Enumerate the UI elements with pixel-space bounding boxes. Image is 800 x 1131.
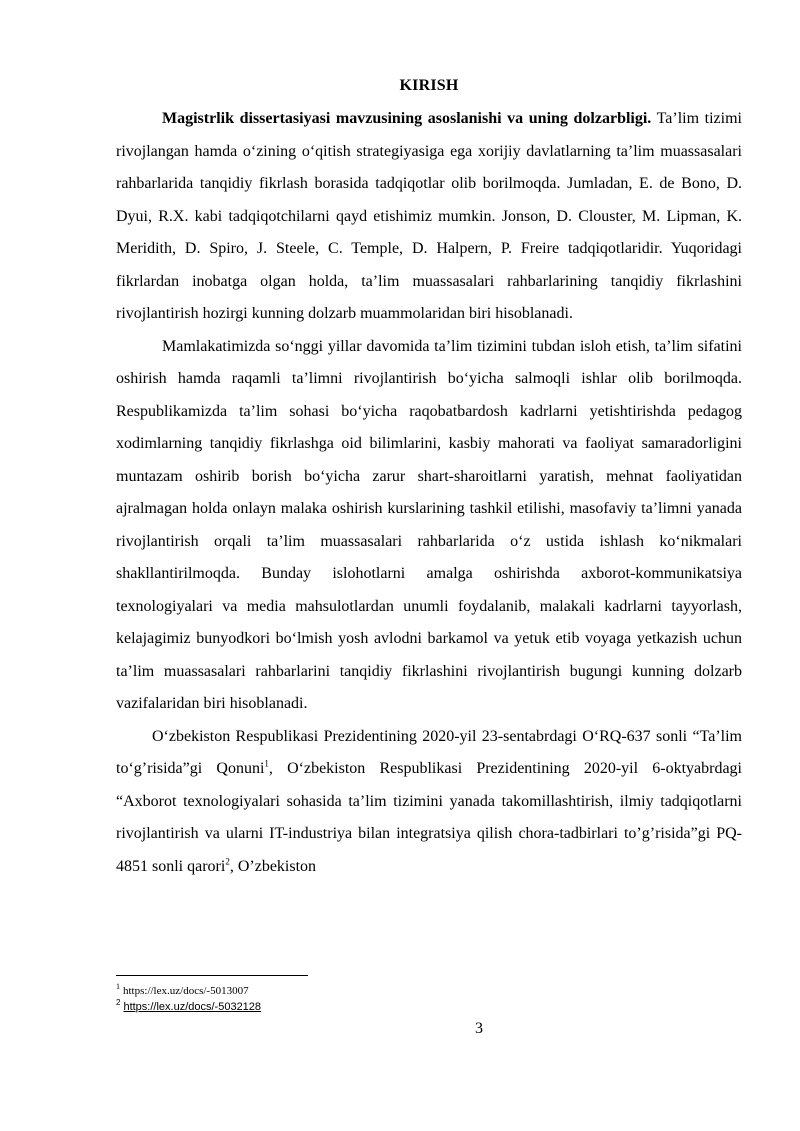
paragraph-relevance-text: Ta’lim tizimi rivojlangan hamda o‘zining o‘qitish strategiyasiga ega xorijiy davlatlarning ta’lim muassasalari rahbarlarida tanqidiy fikrlash borasida tadqiqotlar olib borilmoqda. Jumladan, E. de Bono, D. Dyui, R.X. kabi tadqiqotchilarni qayd etishimiz mumkin. Jonson, D. Clouster, M. Lipman, K. Meridith, D. Spiro, J. Steele, C. Temple, D. Halpern, P. Freire tadqiqotlaridir. Yuqoridagi fikrlardan inobatga olgan holda, ta’lim muassasalari rahbarlarining tanqidiy fikrlashini rivojlantirish hozirgi kunning dolzarb muammolaridan biri hisoblanadi. — [116, 110, 742, 322]
page-number: 3 — [475, 1020, 483, 1037]
footnote-number: 2 — [116, 998, 121, 1008]
legislation-text-b: , O‘zbekiston Respublikasi Prezidentining 2020-yil 6-oktyabrdagi “Axborot texnologiyalari sohasida ta’lim tizimini yanada takomillashtirish, ilmiy tadqiqotlarni rivojlantirish va ularni IT-industriya bilan integratsiya qilish chora-tadbirlari to’g’risida”gi PQ-4851 sonli qarori — [116, 760, 742, 875]
legislation-text-a: O‘zbekiston Respublikasi Prezidentining 2020-yil 23-sentabrdagi O‘RQ-637 sonli “Ta’lim to‘g’risida”gi Qonuni — [116, 727, 742, 777]
footnote-separator — [116, 975, 308, 976]
footnote-link-1[interactable]: https://lex.uz/docs/-5013007 — [123, 985, 249, 997]
paragraph-reforms: Mamlakatimizda so‘nggi yillar davomida ta’lim tizimini tubdan isloh etish, ta’lim sifatini oshirish hamda raqamli ta’limni rivojlantirish bo‘yicha salmoqli ishlar olib borilmoqda. Respublikamizda ta’lim sohasi bo‘yicha raqobatbardosh kadrlarni yetishtirishda pedagog xodimlarning tanqidiy fikrlashga oid bilimlarini, kasbiy mahorati va faoliyat samaradorligini muntazam oshirib borish bo‘yicha zarur shart-sharoitlarni yaratish, mehnat faoliyatidan ajralmagan holda onlayn malaka oshirish kurslarining tashkil etilishi, masofaviy ta’limni yanada rivojlantirish orqali ta’lim muassasalari rahbarlarida o‘z ustida ishlash ko‘nikmalari shakllantirilmoqda. Bunday islohotlarni amalga oshirishda axborot-kommunikatsiya texnologiyalari va media mahsulotlardan unumli foydalanib, malakali kadrlarni tayyorlash, kelajagimiz bunyodkori bo‘lmish yosh avlodni barkamol va yetuk etib voyaga yetkazish uchun ta’lim muassasalari rahbarlarini tanqidiy fikrlashini rivojlantirish bugungi kunning dolzarb vazifalaridan biri hisoblanadi. — [116, 337, 742, 712]
footnote-ref-1[interactable]: 1 — [264, 758, 269, 769]
paragraph-legislation — [116, 721, 742, 884]
paragraph-relevance — [116, 103, 742, 331]
page-body — [116, 76, 742, 883]
legislation-text-c: , O’zbekiston — [229, 857, 317, 875]
paragraph-subtitle: Magistrlik dissertasiyasi mavzusining asoslanishi va uning dolzarbligi. — [162, 110, 652, 127]
footnote-link-2[interactable]: https://lex.uz/docs/-5032128 — [123, 1001, 262, 1013]
footnote-ref-2[interactable]: 2 — [225, 856, 230, 867]
footnote-1 — [116, 983, 742, 999]
footnote-number: 1 — [116, 982, 120, 992]
footnote-2 — [116, 999, 742, 1015]
section-heading: KIRISH — [399, 77, 459, 94]
footnotes — [116, 983, 742, 1015]
